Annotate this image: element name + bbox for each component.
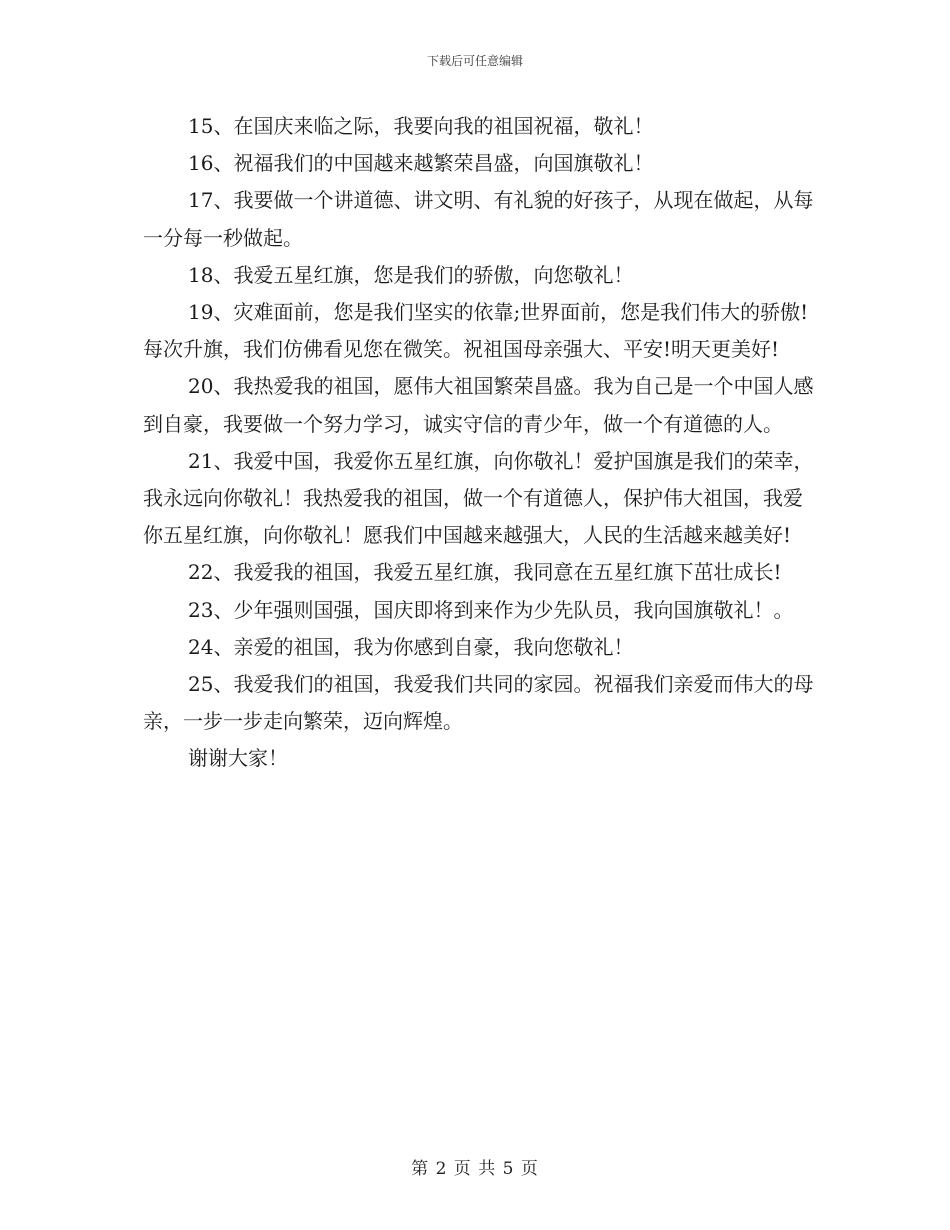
paragraph-19: 19、灾难面前，您是我们坚实的依靠;世界面前，您是我们伟大的骄傲!每次升旗，我们仿佛看见您在微笑。祝祖国母亲强大、平安!明天更美好! <box>143 300 809 362</box>
paragraph-22: 22、我爱我的祖国，我爱五星红旗，我同意在五星红旗下茁壮成长! <box>188 560 782 585</box>
paragraph-23: 23、少年强则国强，国庆即将到来作为少先队员，我向国旗敬礼！。 <box>188 597 794 622</box>
paragraph-24: 24、亲爱的祖国，我为你感到自豪，我向您敬礼！ <box>188 634 634 659</box>
paragraph-15: 15、在国庆来临之际，我要向我的祖国祝福，敬礼！ <box>188 114 654 138</box>
page-number: 第 2 页 共 5 页 <box>411 1159 539 1179</box>
paragraph-18: 18、我爱五星红旗，您是我们的骄傲，向您敬礼！ <box>188 262 634 287</box>
paragraph-25: 25、我爱我们的祖国，我爱我们共同的家园。祝福我们亲爱而伟大的母亲，一步一步走向繁荣，迈向辉煌。 <box>143 672 814 734</box>
page-header: 下载后可任意编辑 <box>426 54 523 68</box>
paragraph-17: 17、我要做一个讲道德、讲文明、有礼貌的好孩子，从现在做起，从每一分每一秒做起。 <box>143 188 814 250</box>
closing-line: 谢谢大家！ <box>188 746 288 771</box>
paragraph-16: 16、祝福我们的中国越来越繁荣昌盛，向国旗敬礼！ <box>188 151 654 176</box>
document-body <box>143 108 815 778</box>
paragraph-20: 20、我热爱我的祖国，愿伟大祖国繁荣昌盛。我为自己是一个中国人感到自豪，我要做一个努力学习，诚实守信的青少年，做一个有道德的人。 <box>143 374 814 436</box>
paragraph-21: 21、我爱中国，我爱你五星红旗，向你敬礼！爱护国旗是我们的荣幸，我永远向你敬礼！我热爱我的祖国，做一个有道德人，保护伟大祖国，我爱你五星红旗，向你敬礼！愿我们中国越来越强大，人民的生活越来越美好! <box>143 448 814 548</box>
